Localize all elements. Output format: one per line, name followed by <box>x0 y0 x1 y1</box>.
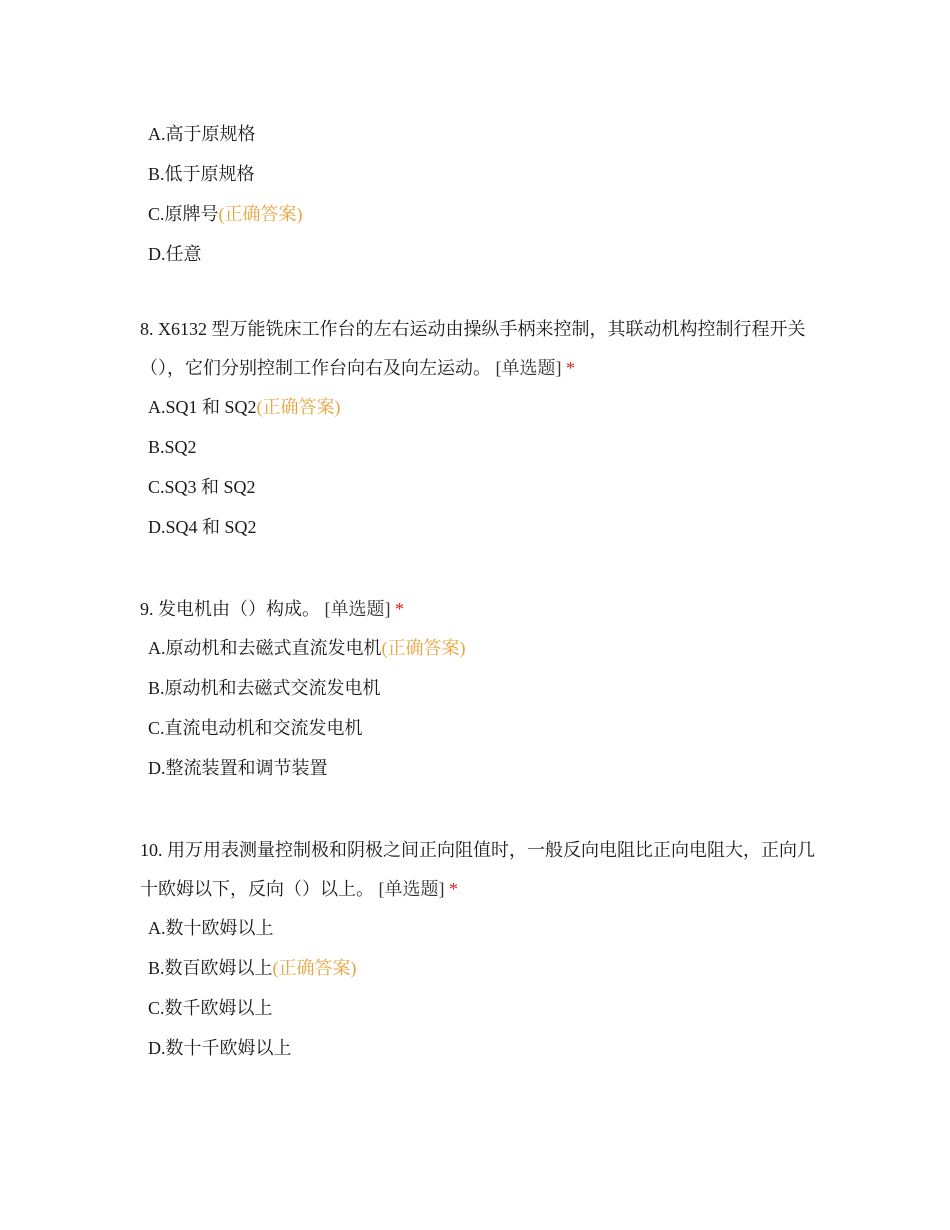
option-item <box>148 995 820 1035</box>
required-marker: * <box>395 599 404 619</box>
question-text <box>140 590 820 629</box>
question-type: [单选题] <box>495 358 562 378</box>
option-list <box>140 394 820 554</box>
required-marker: * <box>449 879 458 899</box>
option-item <box>148 1035 820 1075</box>
option-label: A.数十欧姆以上 <box>148 918 274 938</box>
option-label: C.原牌号 <box>148 204 219 224</box>
question-10 <box>140 831 820 1075</box>
correct-answer-marker: (正确答案) <box>218 204 303 224</box>
option-item <box>148 241 303 281</box>
option-label: D.数十千欧姆以上 <box>148 1038 292 1058</box>
option-item <box>148 514 820 554</box>
question-body: 发电机由（）构成。 <box>158 599 320 619</box>
option-item <box>148 915 820 955</box>
option-item <box>148 955 820 995</box>
option-list <box>140 635 820 795</box>
correct-answer-marker: (正确答案) <box>381 638 466 658</box>
previous-question-options <box>148 121 303 281</box>
option-label: D.整流装置和调节装置 <box>148 758 328 778</box>
question-body: X6132 型万能铣床工作台的左右运动由操纵手柄来控制，其联动机构控制行程开关（），它们分别控制工作台向右及向左运动。 <box>140 319 806 378</box>
option-item <box>148 474 820 514</box>
option-item <box>148 434 820 474</box>
correct-answer-marker: (正确答案) <box>272 958 357 978</box>
question-number: 10. <box>140 840 163 860</box>
option-label: B.原动机和去磁式交流发电机 <box>148 678 381 698</box>
option-label: B.SQ2 <box>148 437 197 457</box>
option-label: D.任意 <box>148 244 202 264</box>
question-text <box>140 831 820 909</box>
option-item <box>148 675 820 715</box>
option-item <box>148 715 820 755</box>
question-number: 8. <box>140 319 154 339</box>
question-number: 9. <box>140 599 154 619</box>
option-item <box>148 161 303 201</box>
option-label: A.原动机和去磁式直流发电机 <box>148 638 382 658</box>
question-type: [单选题] <box>378 879 445 899</box>
correct-answer-marker: (正确答案) <box>256 397 341 417</box>
option-item <box>148 755 820 795</box>
required-marker: * <box>566 358 575 378</box>
question-type: [单选题] <box>324 599 391 619</box>
option-label: B.低于原规格 <box>148 164 255 184</box>
question-8 <box>140 310 820 554</box>
option-item <box>148 121 303 161</box>
option-label: A.SQ1 和 SQ2 <box>148 397 257 417</box>
option-label: C.直流电动机和交流发电机 <box>148 718 363 738</box>
question-text <box>140 310 820 388</box>
question-body: 用万用表测量控制极和阴极之间正向阻值时，一般反向电阻比正向电阻大，正向几十欧姆以下，反向（）以上。 <box>140 840 815 899</box>
option-label: C.数千欧姆以上 <box>148 998 273 1018</box>
option-label: B.数百欧姆以上 <box>148 958 273 978</box>
option-label: C.SQ3 和 SQ2 <box>148 477 256 497</box>
option-item <box>148 635 820 675</box>
option-item <box>148 201 303 241</box>
option-item <box>148 394 820 434</box>
option-list <box>140 915 820 1075</box>
option-label: A.高于原规格 <box>148 124 256 144</box>
option-label: D.SQ4 和 SQ2 <box>148 517 257 537</box>
question-9 <box>140 590 820 795</box>
